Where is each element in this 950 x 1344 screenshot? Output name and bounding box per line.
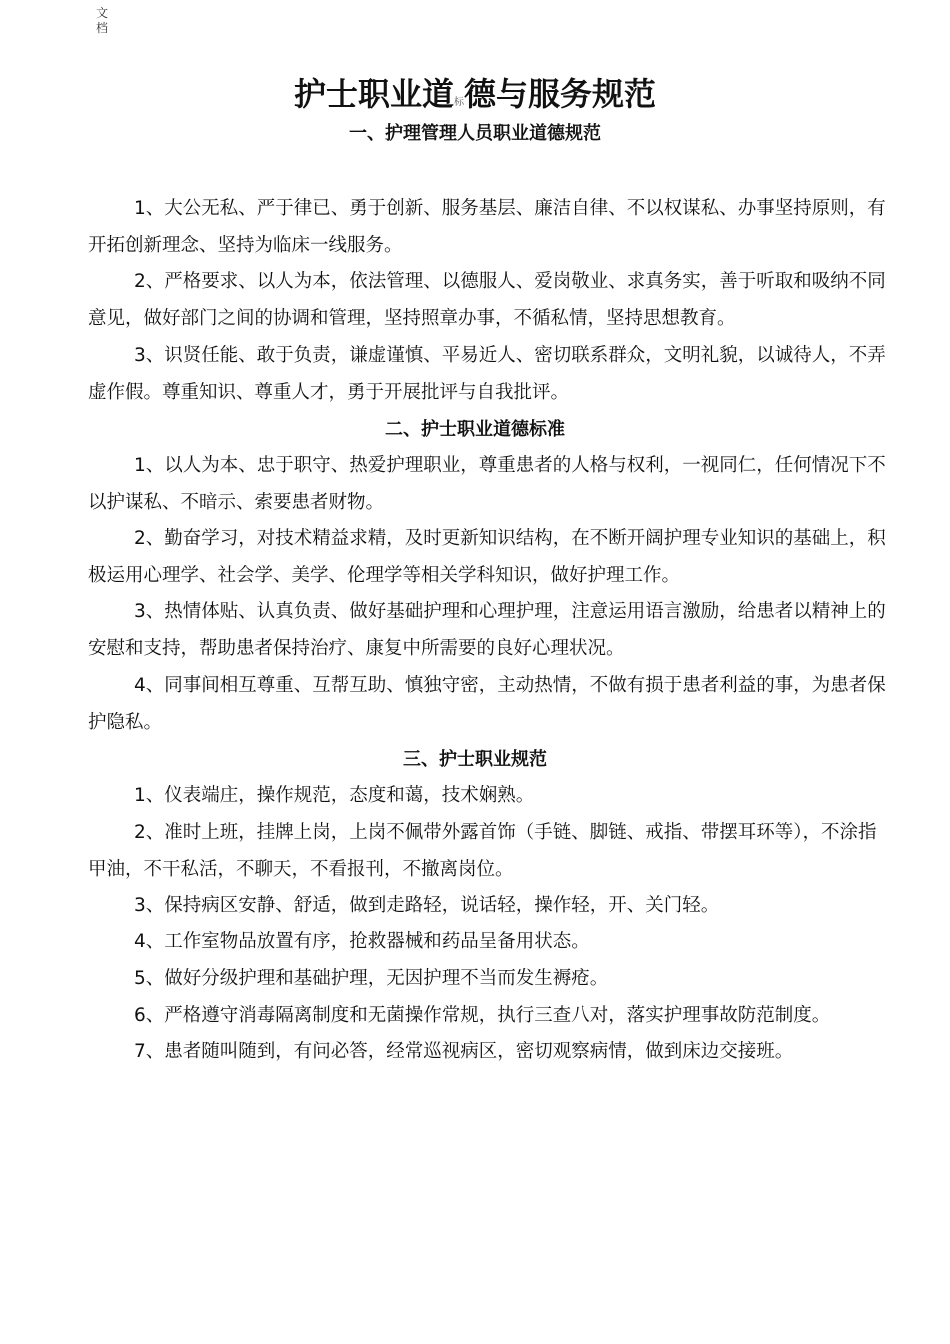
section-2-paragraph-1: 1、以人为本、忠于职守、热爱护理职业，尊重患者的人格与权利，一视同仁，任何情况下不以护谋私、不暗示、索要患者财物。	[88, 455, 886, 513]
section-3-item-3: 3、保持病区安静、舒适，做到走路轻，说话轻，操作轻，开、关门轻。	[134, 895, 720, 916]
title-small-mark: 标	[454, 97, 464, 108]
section-3-item-5: 5、做好分级护理和基础护理，无因护理不当而发生褥疮。	[134, 968, 609, 989]
section-2-paragraph-4: 4、同事间相互尊重、互帮互助、慎独守密，主动热情，不做有损于患者利益的事，为患者保护隐私。	[88, 675, 886, 733]
section-2-paragraph-2: 2、勤奋学习，对技术精益求精，及时更新知识结构，在不断开阔护理专业知识的基础上，积极运用心理学、社会学、美学、伦理学等相关学科知识，做好护理工作。	[88, 528, 886, 586]
section-3-item-1: 1、仪表端庄，操作规范，态度和蔼，技术娴熟。	[134, 785, 535, 806]
document-corner-label: 文档	[96, 6, 109, 35]
section-heading-management-ethics: 一、护理管理人员职业道德规范	[349, 123, 601, 144]
title-part-2: 德与服务规范	[464, 75, 657, 113]
section-3-item-7: 7、患者随叫随到，有问必答，经常巡视病区，密切观察病情，做到床边交接班。	[134, 1041, 794, 1062]
section-heading-nurse-code: 三、护士职业规范	[403, 749, 547, 770]
page-title	[0, 74, 950, 123]
section-1-paragraph-2: 2、严格要求、以人为本，依法管理、以德服人、爱岗敬业、求真务实，善于听取和吸纳不同意见，做好部门之间的协调和管理，坚持照章办事，不循私情，坚持思想教育。	[88, 271, 886, 329]
section-2-paragraph-3: 3、热情体贴、认真负责、做好基础护理和心理护理，注意运用语言激励，给患者以精神上的安慰和支持，帮助患者保持治疗、康复中所需要的良好心理状况。	[88, 601, 886, 659]
section-1-paragraph-3: 3、识贤任能、敢于负责，谦虚谨慎、平易近人、密切联系群众，文明礼貌，以诚待人，不弄虚作假。尊重知识、尊重人才，勇于开展批评与自我批评。	[88, 345, 886, 403]
section-heading-nurse-ethics-standard: 二、护士职业道德标准	[385, 419, 565, 440]
section-1-paragraph-1: 1、大公无私、严于律已、勇于创新、服务基层、廉洁自律、不以权谋私、办事坚持原则，有开拓创新理念、坚持为临床一线服务。	[88, 198, 886, 256]
section-3-paragraph-2: 2、准时上班，挂牌上岗，上岗不佩带外露首饰（手链、脚链、戒指、带摆耳环等），不涂指甲油，不干私活，不聊天，不看报刊，不撤离岗位。	[88, 822, 877, 880]
section-3-item-6: 6、严格遵守消毒隔离制度和无菌操作常规，执行三查八对，落实护理事故防范制度。	[134, 1005, 831, 1026]
section-3-item-4: 4、工作室物品放置有序，抢救器械和药品呈备用状态。	[134, 931, 590, 952]
title-part-1: 护士职业道	[293, 75, 454, 113]
